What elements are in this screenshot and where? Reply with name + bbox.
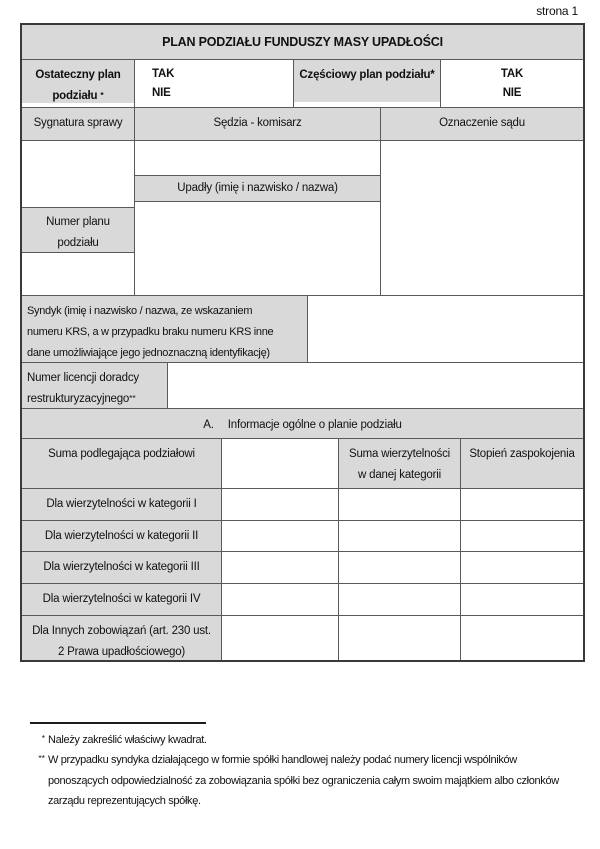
court-field[interactable] [380, 140, 584, 296]
category-4-label [21, 583, 222, 616]
trustee-label-line2: numeru KRS, a w przypadku braku numeru KRS inne [27, 326, 274, 338]
section-a-title: Informacje ogólne o planie podziału [227, 419, 402, 431]
plan-number-field[interactable] [21, 252, 135, 296]
category-2-claims-field[interactable] [338, 520, 461, 552]
category-3-claims-field[interactable] [338, 551, 461, 584]
court-header: Oznaczenie sądu [380, 107, 584, 141]
category-2-satisfaction-field[interactable] [460, 520, 584, 552]
footnote-2 [28, 750, 594, 812]
page-number: strona 1 [536, 4, 578, 18]
other-liabilities-satisfaction-field[interactable] [460, 615, 584, 661]
category-1-claims-field[interactable] [338, 488, 461, 521]
trustee-label-line3: dane umożliwiające jego jednoznaczną identyfikację) [27, 347, 270, 359]
final-plan-options-cell [134, 59, 294, 108]
trustee-field[interactable] [307, 295, 584, 363]
license-header [21, 362, 168, 409]
judge-header: Sędzia - komisarz [134, 107, 381, 141]
partial-plan-options-cell [440, 59, 584, 108]
trustee-label-line1: Syndyk (imię i nazwisko / nazwa, ze wskazaniem [27, 305, 253, 317]
final-plan-label-cell [21, 59, 135, 108]
section-a-letter: A. [203, 419, 214, 431]
section-a-heading [21, 408, 584, 439]
other-liabilities-line2: 2 Prawa upadłościowego) [57, 646, 186, 658]
plan-number-line2: podziału [57, 237, 99, 249]
claims-sum-header [338, 438, 461, 489]
trustee-header [21, 295, 308, 363]
satisfaction-header: Stopień zaspokojenia [460, 438, 584, 489]
judge-field[interactable] [134, 140, 381, 176]
category-3-text: Dla wierzytelności w kategorii III [43, 561, 200, 573]
footnote-2-line1: W przypadku syndyka działającego w formie spółki handlowej należy podać numery licencji wspólników [48, 754, 517, 766]
license-field[interactable] [167, 362, 584, 409]
claims-sum-line1: Suma wierzytelności [348, 448, 450, 460]
other-liabilities-sum-field[interactable] [221, 615, 339, 661]
final-plan-label-line2: podziału [52, 90, 101, 102]
partial-plan-label: Częściowy plan podziału* [299, 69, 435, 81]
footnote-divider [30, 722, 206, 724]
category-4-sum-field[interactable] [221, 583, 339, 616]
final-plan-option-tak[interactable]: TAK [152, 68, 175, 80]
final-plan-option-nie[interactable]: NIE [152, 87, 171, 99]
claims-sum-line2: w danej kategorii [358, 469, 441, 481]
category-1-label [21, 488, 222, 521]
partial-plan-option-tak[interactable]: TAK [500, 68, 524, 80]
category-4-claims-field[interactable] [338, 583, 461, 616]
category-3-label [21, 551, 222, 584]
category-3-sum-field[interactable] [221, 551, 339, 584]
license-label-line2: restrukturyzacyjnego [27, 393, 130, 405]
category-2-sum-field[interactable] [221, 520, 339, 552]
category-2-text: Dla wierzytelności w kategorii II [44, 530, 199, 542]
category-4-text: Dla wierzytelności w kategorii IV [42, 593, 201, 605]
other-liabilities-line1: Dla Innych zobowiązań (art. 230 ust. [32, 625, 211, 637]
footnote-1-marker: * [41, 733, 45, 743]
category-4-satisfaction-field[interactable] [460, 583, 584, 616]
license-footnote-marker: ** [129, 393, 136, 403]
plan-number-line1: Numer planu [46, 216, 110, 228]
footnote-2-line2: ponoszących odpowiedzialność za zobowiązania spółki bez ograniczenia całym swoim majątkiem albo członków [48, 774, 559, 787]
category-2-label [21, 520, 222, 552]
plan-number-header [21, 207, 135, 253]
final-plan-footnote-marker: * [100, 90, 104, 100]
footnote-2-marker: ** [38, 753, 45, 763]
partial-plan-option-nie[interactable]: NIE [502, 87, 522, 99]
category-1-sum-field[interactable] [221, 488, 339, 521]
category-3-satisfaction-field[interactable] [460, 551, 584, 584]
other-liabilities-claims-field[interactable] [338, 615, 461, 661]
case-signature-header: Sygnatura sprawy [21, 107, 135, 141]
other-liabilities-label [21, 615, 222, 661]
form-title: PLAN PODZIAŁU FUNDUSZY MASY UPADŁOŚCI [21, 24, 584, 60]
case-signature-field[interactable] [21, 140, 135, 208]
license-label-line1: Numer licencji doradcy [27, 372, 139, 384]
footnote-1-text: Należy zakreślić właściwy kwadrat. [48, 734, 207, 746]
footnote-1 [28, 730, 588, 751]
category-1-satisfaction-field[interactable] [460, 488, 584, 521]
sum-distribution-field[interactable] [221, 438, 339, 489]
bankrupt-header: Upadły (imię i nazwisko / nazwa) [134, 175, 381, 202]
final-plan-label-line1: Ostateczny plan [35, 69, 121, 81]
partial-plan-label-cell [293, 59, 441, 108]
bankrupt-field[interactable] [134, 201, 381, 296]
sum-distribution-header: Suma podlegająca podziałowi [21, 438, 222, 489]
footnote-2-line3: zarządu reprezentujących spółkę. [48, 795, 201, 807]
category-1-text: Dla wierzytelności w kategorii I [46, 498, 197, 510]
